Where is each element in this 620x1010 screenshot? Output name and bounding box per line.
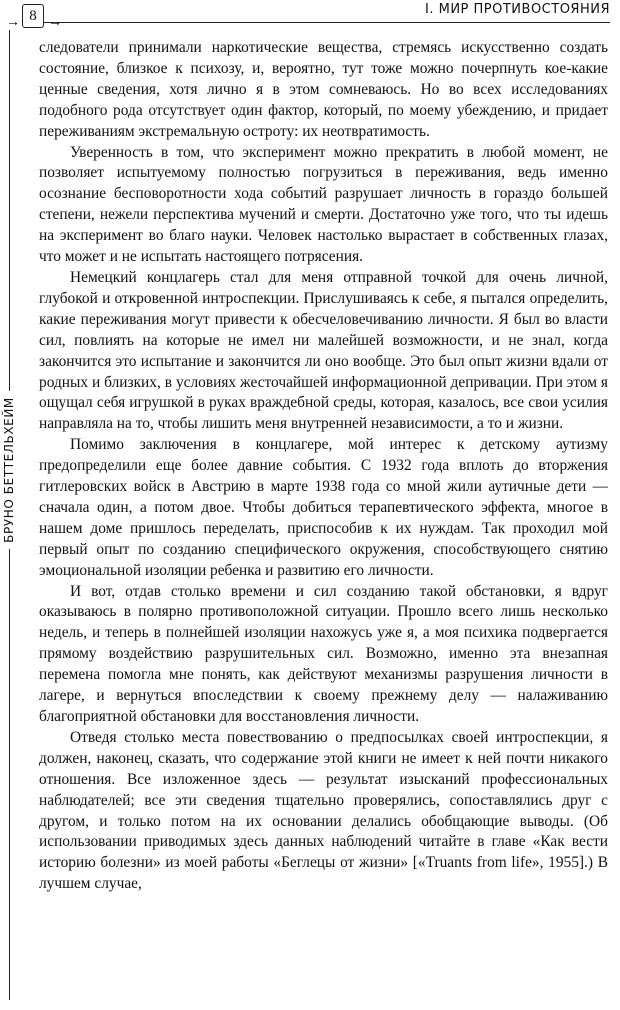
arrow-right-icon: → bbox=[48, 15, 62, 30]
page-number: 8 bbox=[22, 4, 44, 28]
paragraph: Немецкий концлагерь стал для меня отправной точкой для очень личной, глубокой и откровенной интроспекции. Прислушиваясь к себе, я пытался определить, какие переживания могут привести к обесчеловечиванию личности. Я был во власти сил, повлиять на которые не имел ни малейшей возможности, и не знал, когда закончится это испытание и закончится ли оно вообще. Это был опыт жизни вдали от родных и близких, в условиях жесточайшей информационной депривации. При этом я ощущал себя игрушкой в руках враждебной среды, которая, казалось, все свои усилия направляла на то, чтобы лишить меня внутренней независимости, а то и жизни. bbox=[39, 268, 608, 433]
paragraph: Помимо заключения в концлагере, мой интерес к детскому аутизму предопределили еще более давние события. С 1932 года вплоть до вторжения гитлеровских войск в Австрию в марте 1938 года со мной жили аутичные дети — сначала один, а потом двое. Чтобы добиться терапевтического эффекта, многое в нашем доме пришлось переделать, приспособив к их нуждам. Так проходил мой первый опыт по созданию специфического окружения, способствующего снятию эмоциональной изоляции ребенка и развитию его личности. bbox=[39, 436, 608, 579]
running-head: I. МИР ПРОТИВОСТОЯНИЯ bbox=[419, 2, 610, 17]
body-text bbox=[39, 38, 608, 895]
side-author-name: БРУНО БЕТТЕЛЬХЕЙМ bbox=[2, 391, 16, 549]
paragraph: следователи принимали наркотические вещества, стремясь искусственно создать состояние, близкое к психозу, и, вероятно, тут тоже можно почерпнуть кое-какие ценные сведения, хотя лично я в этом сомневаюсь. Но во всех исследованиях подобного рода отсутствует один фактор, который, по моему убеждению, и придает переживаниям экстремальную остроту: их неотвратимость. bbox=[39, 39, 608, 140]
paragraph: Уверенность в том, что эксперимент можно прекратить в любой момент, не позволяет испытуемому полностью погрузиться в переживания, ведь именно осознание бесповоротности хода событий разрушает личность в гораздо большей степени, нежели перспектива мучений и смерти. Достаточно уже того, что ты идешь на эксперимент во благо науки. Человек настолько вырастает в собственных глазах, что может и не испытать настоящего потрясения. bbox=[39, 143, 608, 266]
paragraph: И вот, отдав столько времени и сил созданию такой обстановки, я вдруг оказываюсь в полярно противоположной ситуации. Прошло всего лишь несколько недель, и теперь в полнейшей изоляции нахожусь уже я, а моя психика подвергается прямому воздействию разрушительных сил. Возможно, именно эта внезапная перемена помогла мне понять, как действуют механизмы разрушения личности в лагере, и вернуться впоследствии к своему прежнему делу — налаживанию благоприятной обстановки для восстановления личности. bbox=[39, 582, 608, 725]
paragraph: Отведя столько места повествованию о предпосылках своей интроспекции, я должен, наконец, сказать, что содержание этой книги не имеет к ней почти никакого отношения. Все изложенное здесь — результат изысканий профессиональных наблюдателей; все эти сведения тщательно проверялись, сопоставлялись друг с другом, и только потом на их основании делались обобщающие выводы. (Об использовании приводимых здесь данных наблюдений читайте в главе «Как вести историю болезни» из моей работы «Беглецы от жизни» [«Truants from life», 1955].) В лучшем случае, bbox=[39, 728, 608, 893]
arrow-right-icon: → bbox=[6, 15, 20, 30]
page-header bbox=[0, 0, 620, 36]
header-rule bbox=[40, 22, 610, 23]
